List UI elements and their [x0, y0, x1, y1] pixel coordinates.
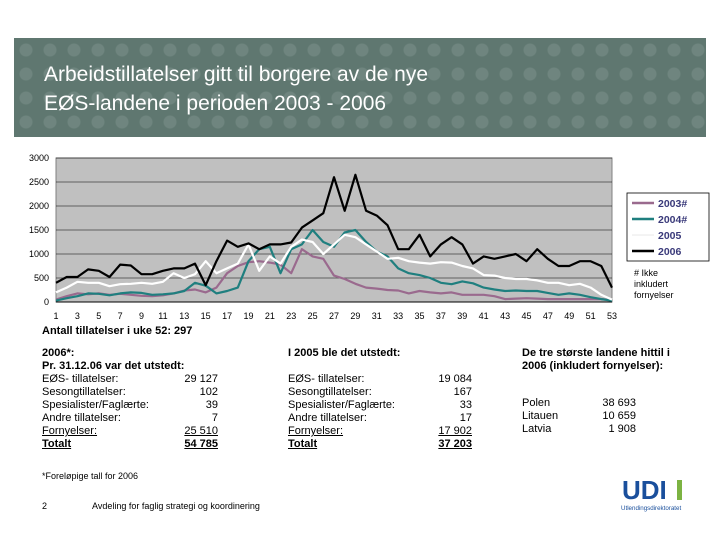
- y-tick-label: 1000: [28, 249, 49, 259]
- x-tick-label: 1: [53, 311, 59, 321]
- x-tick-label: 39: [457, 311, 468, 321]
- country-row: [522, 410, 636, 423]
- stats-label: Spesialister/Faglærte:: [42, 399, 149, 411]
- stats-label: Fornyelser:: [42, 425, 98, 437]
- legend-note-line-1: # Ikke: [634, 268, 659, 278]
- top-countries-subheading: 2006 (inkludert fornyelser):: [522, 360, 664, 372]
- country-row: [522, 423, 636, 436]
- stats-value: 39: [205, 399, 218, 411]
- x-tick-label: 23: [286, 311, 297, 321]
- x-tick-label: 3: [74, 311, 80, 321]
- x-tick-label: 9: [139, 311, 145, 321]
- stats-2005: [288, 347, 472, 451]
- x-tick-label: 33: [393, 311, 404, 321]
- stats-total-row: [288, 438, 472, 451]
- x-tick-label: 53: [606, 311, 618, 321]
- top-countries: [522, 347, 692, 436]
- country-name: Polen: [522, 397, 551, 409]
- x-tick-label: 7: [117, 311, 123, 321]
- stats-row: [42, 386, 218, 399]
- y-tick-label: 1500: [28, 225, 49, 235]
- stats-row: [288, 386, 472, 399]
- x-tick-label: 21: [264, 311, 275, 321]
- country-value: 10 659: [602, 410, 636, 422]
- department-text: Avdeling for faglig strategi og koordinering: [92, 501, 260, 511]
- weekly-count: Antall tillatelser i uke 52: 297: [42, 325, 193, 337]
- x-tick-label: 47: [542, 311, 553, 321]
- page-number: 2: [42, 501, 48, 511]
- stats-value: 167: [453, 386, 472, 398]
- x-tick-label: 29: [350, 311, 361, 321]
- stats-row: [288, 412, 472, 425]
- legend-label: 2006: [658, 246, 682, 258]
- stats-row: [288, 373, 472, 386]
- stats-label: Totalt: [288, 438, 318, 450]
- stats-row: [288, 425, 472, 438]
- y-tick-label: 2500: [28, 177, 49, 187]
- stats-label: Sesongtillatelser:: [288, 386, 372, 398]
- stats-label: Andre tillatelser:: [288, 412, 367, 424]
- stats-2006: [42, 347, 218, 451]
- udi-logo: [620, 475, 694, 515]
- logo-subtext: Utlendingsdirektoratet: [621, 505, 682, 512]
- stats-value: 7: [211, 412, 218, 424]
- stats-2006-heading: 2006*:: [42, 347, 75, 359]
- logo-accent-bar: [677, 480, 682, 500]
- y-tick-label: 3000: [28, 153, 49, 163]
- footnote: *Foreløpige tall for 2006: [42, 471, 139, 481]
- country-row: [522, 397, 636, 410]
- title-line-2: EØS-landene i perioden 2003 - 2006: [44, 92, 387, 115]
- stats-row: [42, 373, 218, 386]
- x-tick-label: 49: [564, 311, 575, 321]
- stats-total-row: [42, 438, 218, 451]
- legend-note-line-3: fornyelser: [634, 290, 674, 300]
- legend-note-line-2: inkludert: [634, 279, 669, 289]
- country-value: 1 908: [608, 423, 636, 435]
- x-tick-label: 45: [521, 311, 532, 321]
- stats-label: EØS- tillatelser:: [42, 373, 119, 385]
- stats-label: Fornyelser:: [288, 425, 344, 437]
- logo-letters: UDI: [622, 475, 667, 505]
- y-tick-label: 0: [43, 297, 49, 307]
- x-tick-label: 15: [200, 311, 211, 321]
- country-value: 38 693: [602, 397, 636, 409]
- stats-label: Sesongtillatelser:: [42, 386, 126, 398]
- stats-value: 17: [459, 412, 472, 424]
- stats-value: 29 127: [184, 373, 218, 385]
- country-name: Latvia: [522, 423, 552, 435]
- x-tick-label: 13: [179, 311, 190, 321]
- x-tick-label: 35: [414, 311, 425, 321]
- stats-label: Totalt: [42, 438, 72, 450]
- country-name: Litauen: [522, 410, 559, 422]
- x-tick-label: 31: [371, 311, 382, 321]
- top-countries-heading: De tre største landene hittil i: [522, 347, 670, 359]
- stats-value: 25 510: [184, 425, 218, 437]
- x-tick-label: 25: [307, 311, 318, 321]
- x-tick-label: 43: [500, 311, 511, 321]
- stats-row: [288, 399, 472, 412]
- stats-value: 17 902: [438, 425, 472, 437]
- y-tick-label: 2000: [28, 201, 49, 211]
- x-tick-label: 5: [96, 311, 102, 321]
- legend-label: 2004#: [658, 214, 688, 226]
- x-tick-label: 37: [435, 311, 446, 321]
- x-tick-label: 11: [158, 311, 168, 321]
- y-tick-label: 500: [33, 273, 49, 283]
- legend-label: 2005: [658, 230, 682, 242]
- x-tick-label: 51: [585, 311, 596, 321]
- title-line-1: Arbeidstillatelser gitt til borgere av de nye: [44, 63, 429, 86]
- stats-value: 37 203: [438, 438, 472, 450]
- legend-note: [634, 268, 714, 301]
- stats-label: Spesialister/Faglærte:: [288, 399, 395, 411]
- x-tick-label: 17: [222, 311, 233, 321]
- stats-value: 19 084: [438, 373, 472, 385]
- legend-label: 2003#: [658, 198, 688, 210]
- stats-2006-subheading: Pr. 31.12.06 var det utstedt:: [42, 360, 185, 372]
- stats-value: 33: [459, 399, 472, 411]
- x-tick-label: 41: [478, 311, 489, 321]
- stats-value: 54 785: [184, 438, 218, 450]
- x-tick-label: 19: [243, 311, 254, 321]
- stats-label: EØS- tillatelser:: [288, 373, 365, 385]
- stats-row: [42, 399, 218, 412]
- stats-row: [42, 425, 218, 438]
- stats-value: 102: [199, 386, 218, 398]
- stats-row: [42, 412, 218, 425]
- stats-2005-heading: I 2005 ble det utstedt:: [288, 347, 401, 359]
- stats-label: Andre tillatelser:: [42, 412, 121, 424]
- x-tick-label: 27: [328, 311, 340, 321]
